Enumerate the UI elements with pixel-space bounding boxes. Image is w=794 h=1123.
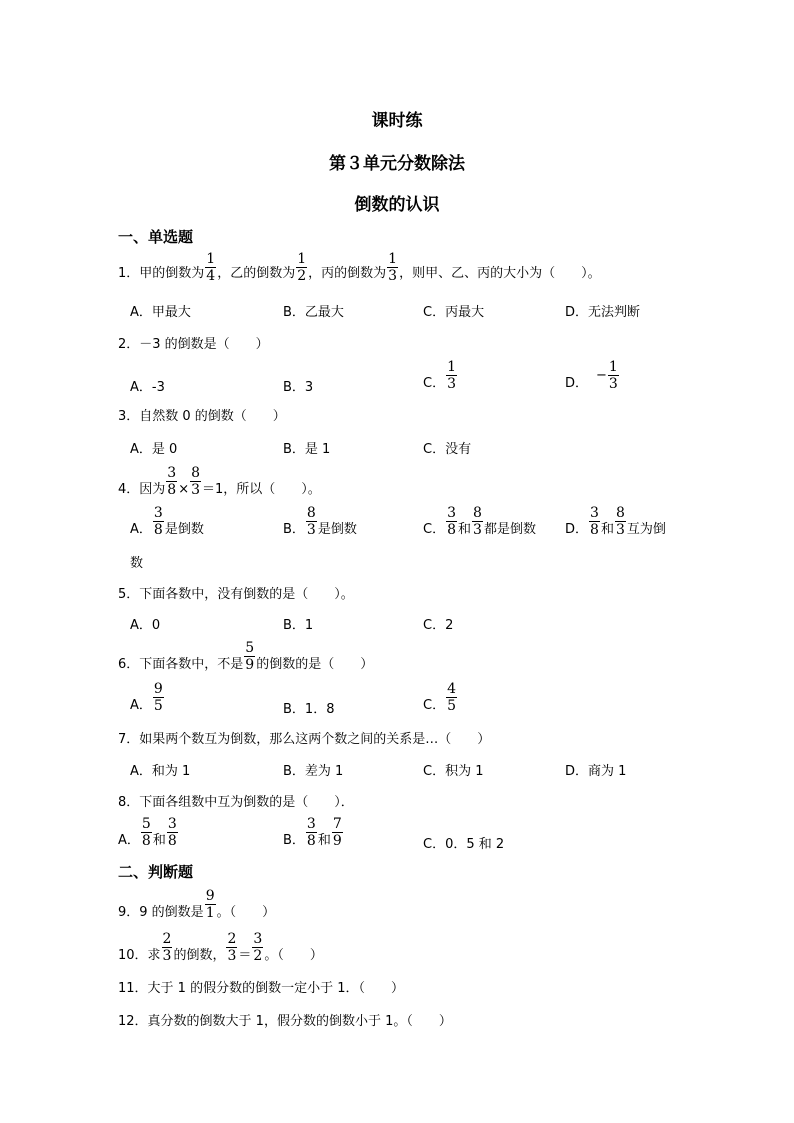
fraction: $\frac{9}{1}$ bbox=[205, 888, 215, 921]
q4-option-b[interactable]: B． $\frac{8}{3}$ 是倒数 bbox=[283, 505, 357, 538]
q3-option-c[interactable]: C．没有 bbox=[423, 442, 472, 457]
fraction: $\frac{8}{3}$ bbox=[191, 465, 201, 498]
question-12: 12．真分数的倒数大于 1，假分数的倒数小于 1。（ ） bbox=[118, 1014, 452, 1029]
section-single-choice: 一、单选题 bbox=[118, 228, 194, 246]
fraction: $\frac{3}{8}$ bbox=[153, 505, 163, 538]
fraction: $\frac{3}{8}$ bbox=[167, 465, 177, 498]
fraction: $\frac{2}{3}$ bbox=[227, 931, 237, 964]
q2-option-a[interactable]: A．-3 bbox=[130, 380, 165, 395]
fraction: $\frac{1}{3}$ bbox=[388, 251, 398, 284]
q3-option-b[interactable]: B．是 1 bbox=[283, 442, 331, 457]
fraction: $\frac{2}{3}$ bbox=[162, 931, 172, 964]
q8-option-a[interactable]: A． $\frac{5}{8}$ 和 $\frac{3}{8}$ bbox=[118, 816, 177, 849]
fraction: $\frac{3}{8}$ bbox=[590, 505, 599, 538]
q7-option-b[interactable]: B．差为 1 bbox=[283, 764, 344, 779]
fraction: $\frac{3}{8}$ bbox=[306, 816, 316, 849]
q1-option-c[interactable]: C．丙最大 bbox=[423, 305, 485, 320]
q1-option-a[interactable]: A．甲最大 bbox=[130, 305, 191, 320]
title-unit: 第３单元分数除法 bbox=[329, 154, 465, 174]
question-7: 7．如果两个数互为倒数，那么这两个数之间的关系是…（ ） bbox=[118, 732, 491, 747]
q2-option-c[interactable]: C． $\frac{1}{3}$ bbox=[423, 359, 456, 392]
q4-option-d-wrap: 数 bbox=[130, 556, 144, 571]
q1-option-d[interactable]: D．无法判断 bbox=[565, 305, 641, 320]
q2-option-b[interactable]: B．3 bbox=[283, 380, 314, 395]
q5-option-b[interactable]: B．1 bbox=[283, 618, 314, 633]
q7-option-d[interactable]: D．商为 1 bbox=[565, 764, 627, 779]
fraction: $\frac{5}{9}$ bbox=[245, 640, 255, 673]
q8-option-c[interactable]: C．0．5 和 2 bbox=[423, 837, 505, 852]
fraction: $\frac{4}{5}$ bbox=[447, 681, 456, 714]
q8-option-b[interactable]: B． $\frac{3}{8}$ 和 $\frac{7}{9}$ bbox=[283, 816, 342, 849]
question-3: 3．自然数 0 的倒数（ ） bbox=[118, 409, 286, 424]
question-11: 11．大于 1 的假分数的倒数一定小于 1．（ ） bbox=[118, 981, 404, 996]
question-5: 5．下面各数中，没有倒数的是（ ）。 bbox=[118, 587, 354, 602]
question-8: 8．下面各组数中互为倒数的是（ ）． bbox=[118, 795, 354, 810]
question-2: 2．－3 的倒数是（ ） bbox=[118, 337, 269, 352]
q5-option-c[interactable]: C．2 bbox=[423, 618, 454, 633]
fraction: $\frac{3}{8}$ bbox=[447, 505, 456, 538]
question-1: 1．甲的倒数为 $\frac{1}{4}$ ，乙的倒数为 $\frac{1}{2}$ ，丙的倒数为 $\frac{1}{3}$ ，则甲、乙、丙的大小为（ ）。 bbox=[118, 251, 601, 284]
q3-option-a[interactable]: A．是 0 bbox=[130, 442, 178, 457]
fraction: $\frac{1}{3}$ bbox=[447, 359, 456, 392]
fraction: $\frac{7}{9}$ bbox=[332, 816, 342, 849]
q5-option-a[interactable]: A．0 bbox=[130, 618, 161, 633]
q6-option-b[interactable]: B．1．8 bbox=[283, 702, 335, 717]
q4-option-d[interactable]: D． $\frac{3}{8}$ 和 $\frac{8}{3}$ 互为倒 bbox=[565, 505, 666, 538]
fraction: $\frac{8}{3}$ bbox=[615, 505, 625, 538]
fraction: $\frac{5}{8}$ bbox=[141, 816, 151, 849]
fraction: $\frac{1}{3}$ bbox=[608, 359, 618, 392]
q1-option-b[interactable]: B．乙最大 bbox=[283, 305, 344, 320]
q7-option-a[interactable]: A．和为 1 bbox=[130, 764, 191, 779]
q4-option-a[interactable]: A． $\frac{3}{8}$ 是倒数 bbox=[130, 505, 204, 538]
q7-option-c[interactable]: C．积为 1 bbox=[423, 764, 484, 779]
q6-option-c[interactable]: C． $\frac{4}{5}$ bbox=[423, 681, 456, 714]
q4-option-c[interactable]: C． $\frac{3}{8}$ 和 $\frac{8}{3}$ 都是倒数 bbox=[423, 505, 536, 538]
question-4: 4．因为 $\frac{3}{8}$ × $\frac{8}{3}$ ＝1，所以（ ）。 bbox=[118, 465, 321, 498]
fraction: $\frac{1}{2}$ bbox=[297, 251, 307, 284]
title-topic: 倒数的认识 bbox=[354, 195, 440, 215]
section-true-false: 二、判断题 bbox=[118, 863, 194, 881]
fraction: $\frac{8}{3}$ bbox=[473, 505, 482, 538]
fraction: $\frac{1}{4}$ bbox=[206, 251, 216, 284]
fraction: $\frac{8}{3}$ bbox=[306, 505, 316, 538]
question-10: 10．求 $\frac{2}{3}$ 的倒数， $\frac{2}{3}$ ＝ $\frac{3}{2}$ 。（ ） bbox=[118, 931, 323, 964]
title-course: 课时练 bbox=[371, 111, 423, 131]
q6-option-a[interactable]: A． $\frac{9}{5}$ bbox=[130, 681, 163, 714]
question-6: 6．下面各数中，不是 $\frac{5}{9}$ 的倒数的是（ ） bbox=[118, 640, 374, 673]
fraction: $\frac{3}{8}$ bbox=[167, 816, 177, 849]
question-9: 9．9 的倒数是 $\frac{9}{1}$ 。（ ） bbox=[118, 888, 276, 921]
fraction: $\frac{9}{5}$ bbox=[153, 681, 163, 714]
q2-option-d[interactable]: D．− $\frac{1}{3}$ bbox=[565, 359, 618, 392]
fraction: $\frac{3}{2}$ bbox=[253, 931, 263, 964]
